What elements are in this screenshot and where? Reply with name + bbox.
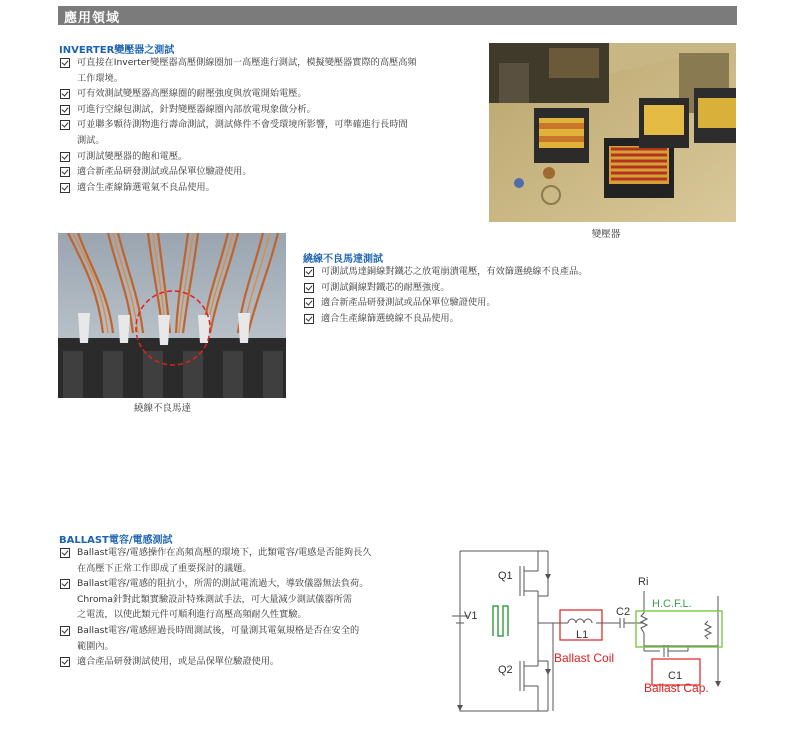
- checkbox-icon: [304, 314, 314, 324]
- transformer-photo: [489, 43, 736, 222]
- ri-label: Ri: [638, 576, 649, 588]
- checkbox-icon: [60, 120, 70, 130]
- transformer-caption: 變壓器: [591, 229, 621, 240]
- ballast-coil-label: Ballast Coil: [554, 651, 615, 665]
- q1-label: Q1: [498, 570, 513, 582]
- inverter-checklist: [60, 55, 417, 195]
- l1-label: L1: [576, 629, 589, 641]
- list-item: 適合生產線篩選電氣不良品使用。: [60, 180, 417, 196]
- list-item: Ballast電容/電感經過長時間測試後，可量測其電氣規格是否在安全的 範圍內。: [60, 623, 372, 654]
- hcfl-label: H.C.F.L.: [652, 598, 692, 610]
- ballast-section-title: BALLAST電容/電感測試: [59, 535, 173, 546]
- c1-label: C1: [668, 670, 683, 682]
- list-item: 可測試變壓器的飽和電壓。: [60, 149, 417, 165]
- list-item: 適合新產品研發測試或品保單位驗證使用。: [60, 164, 417, 180]
- checkbox-icon: [60, 58, 70, 68]
- checkbox-icon: [60, 105, 70, 115]
- list-item: Ballast電容/電感操作在高頻高壓的環境下，此類電容/電感是否能夠長久 在高壓下正常工作即成了重要探討的議題。: [60, 545, 372, 576]
- q2-label: Q2: [498, 664, 513, 676]
- list-item: 可測試馬達銅線對鐵芯之放電崩潰電壓，有效篩選繞線不良產品。: [304, 264, 587, 280]
- motor-caption: 繞線不良馬達: [133, 403, 191, 414]
- motor-checklist: [304, 264, 587, 326]
- v1-label: V1: [464, 610, 478, 622]
- list-item: 可進行空線包測試，針對變壓器線圈內部放電現象做分析。: [60, 102, 417, 118]
- checkbox-icon: [60, 548, 70, 558]
- ballast-checklist: [60, 545, 372, 670]
- checkbox-icon: [60, 579, 70, 589]
- ballast-circuit-diagram: [438, 541, 743, 719]
- motor-section-title: 繞線不良馬達測試: [303, 254, 383, 265]
- checkbox-icon: [60, 626, 70, 636]
- checkbox-icon: [60, 152, 70, 162]
- list-item: 適合新產品研發測試或品保單位驗證使用。: [304, 295, 587, 311]
- checkbox-icon: [60, 167, 70, 177]
- checkbox-icon: [304, 267, 314, 277]
- list-item: 適合產品研發測試使用，或是品保單位驗證使用。: [60, 654, 372, 670]
- checkbox-icon: [304, 298, 314, 308]
- list-item: 可直接在Inverter變壓器高壓側線圈加一高壓進行測試，模擬變壓器實際的高壓高頻 工作環境。: [60, 55, 417, 86]
- list-item: 適合生產線篩選繞線不良品使用。: [304, 311, 587, 327]
- section-header-bar: [58, 6, 737, 25]
- checkbox-icon: [60, 657, 70, 667]
- checkbox-icon: [60, 89, 70, 99]
- ballast-cap-label: Ballast Cap.: [644, 681, 709, 695]
- list-item: Ballast電容/電感的阻抗小，所需的測試電流過大，導致儀器無法負荷。 Chroma針對此類實驗設計特殊測試手法，可大量減少測試儀器所需 之電流，以使此類元件可順利進行高壓高頻耐久性實驗。: [60, 576, 372, 623]
- checkbox-icon: [60, 183, 70, 193]
- section-header-title: 應用領域: [64, 11, 121, 26]
- motor-photo: [58, 233, 286, 398]
- list-item: 可測試銅線對鐵芯的耐壓強度。: [304, 280, 587, 296]
- inverter-section-title: INVERTER變壓器之測試: [59, 45, 175, 56]
- checkbox-icon: [304, 283, 314, 293]
- c2-label: C2: [616, 606, 631, 618]
- list-item: 可有效測試變壓器高壓線圈的耐壓強度與放電開始電壓。: [60, 86, 417, 102]
- list-item: 可並聯多顆待測物進行壽命測試，測試條件不會受環境所影響，可準確進行長時間 測試。: [60, 117, 417, 148]
